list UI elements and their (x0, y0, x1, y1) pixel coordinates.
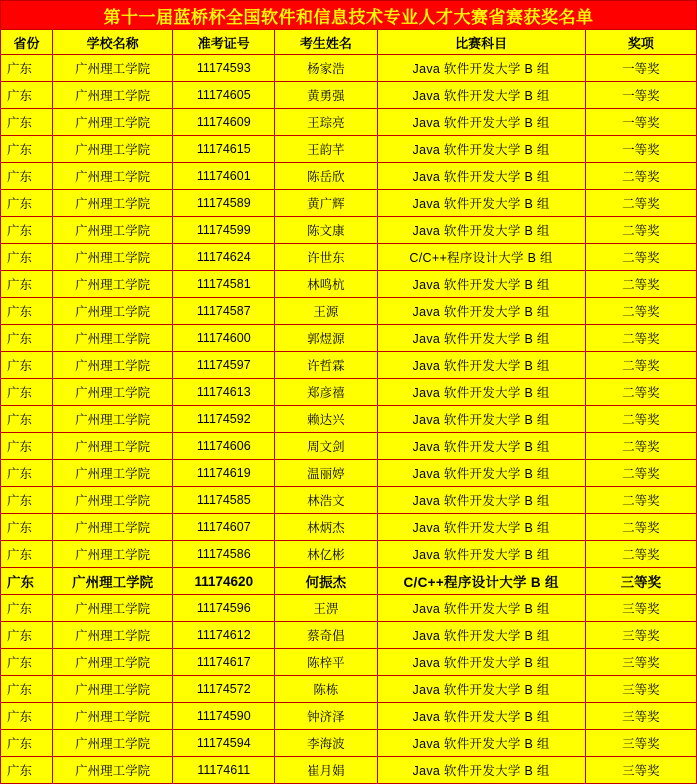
column-header-subject: 比赛科目 (377, 30, 585, 55)
cell-province: 广东 (1, 379, 53, 406)
cell-province: 广东 (1, 730, 53, 757)
cell-ticket-number: 11174609 (173, 109, 275, 136)
table-row (1, 406, 697, 433)
table-header-row (1, 30, 697, 55)
cell-subject: Java 软件开发大学 B 组 (377, 325, 585, 352)
cell-ticket-number: 11174590 (173, 703, 275, 730)
cell-subject: Java 软件开发大学 B 组 (377, 757, 585, 784)
cell-school: 广州理工学院 (53, 163, 173, 190)
cell-school: 广州理工学院 (53, 82, 173, 109)
cell-ticket-number: 11174607 (173, 514, 275, 541)
cell-school: 广州理工学院 (53, 136, 173, 163)
cell-ticket-number: 11174613 (173, 379, 275, 406)
cell-province: 广东 (1, 487, 53, 514)
cell-province: 广东 (1, 109, 53, 136)
cell-province: 广东 (1, 82, 53, 109)
cell-province: 广东 (1, 325, 53, 352)
cell-ticket-number: 11174596 (173, 595, 275, 622)
cell-school: 广州理工学院 (53, 676, 173, 703)
cell-province: 广东 (1, 676, 53, 703)
cell-award: 二等奖 (585, 433, 696, 460)
cell-school: 广州理工学院 (53, 244, 173, 271)
cell-school: 广州理工学院 (53, 109, 173, 136)
cell-student-name: 蔡奇倡 (275, 622, 377, 649)
table-row (1, 622, 697, 649)
cell-award: 二等奖 (585, 487, 696, 514)
cell-subject: C/C++程序设计大学 B 组 (377, 244, 585, 271)
table-row (1, 541, 697, 568)
cell-student-name: 黄广辉 (275, 190, 377, 217)
cell-award: 三等奖 (585, 622, 696, 649)
cell-province: 广东 (1, 271, 53, 298)
cell-ticket-number: 11174620 (173, 568, 275, 595)
cell-province: 广东 (1, 757, 53, 784)
cell-subject: Java 软件开发大学 B 组 (377, 514, 585, 541)
cell-student-name: 何振杰 (275, 568, 377, 595)
cell-subject: Java 软件开发大学 B 组 (377, 163, 585, 190)
cell-school: 广州理工学院 (53, 514, 173, 541)
cell-ticket-number: 11174587 (173, 298, 275, 325)
cell-award: 二等奖 (585, 271, 696, 298)
cell-subject: Java 软件开发大学 B 组 (377, 676, 585, 703)
cell-award: 二等奖 (585, 217, 696, 244)
table-row (1, 325, 697, 352)
cell-award: 三等奖 (585, 649, 696, 676)
table-row (1, 271, 697, 298)
cell-province: 广东 (1, 55, 53, 82)
cell-subject: Java 软件开发大学 B 组 (377, 217, 585, 244)
cell-province: 广东 (1, 136, 53, 163)
cell-subject: Java 软件开发大学 B 组 (377, 433, 585, 460)
cell-subject: Java 软件开发大学 B 组 (377, 109, 585, 136)
table-row (1, 595, 697, 622)
cell-award: 二等奖 (585, 514, 696, 541)
cell-student-name: 王琮亮 (275, 109, 377, 136)
cell-student-name: 杨家浩 (275, 55, 377, 82)
cell-province: 广东 (1, 595, 53, 622)
table-row (1, 55, 697, 82)
cell-province: 广东 (1, 514, 53, 541)
table-body (1, 1, 697, 784)
cell-student-name: 林炳杰 (275, 514, 377, 541)
cell-province: 广东 (1, 460, 53, 487)
cell-province: 广东 (1, 406, 53, 433)
table-row (1, 433, 697, 460)
cell-school: 广州理工学院 (53, 703, 173, 730)
cell-province: 广东 (1, 298, 53, 325)
cell-subject: Java 软件开发大学 B 组 (377, 379, 585, 406)
cell-student-name: 许哲霖 (275, 352, 377, 379)
cell-ticket-number: 11174601 (173, 163, 275, 190)
cell-ticket-number: 11174624 (173, 244, 275, 271)
cell-award: 二等奖 (585, 352, 696, 379)
table-row (1, 730, 697, 757)
table-row (1, 568, 697, 595)
cell-student-name: 王韵芊 (275, 136, 377, 163)
cell-subject: Java 软件开发大学 B 组 (377, 703, 585, 730)
cell-ticket-number: 11174612 (173, 622, 275, 649)
cell-province: 广东 (1, 244, 53, 271)
cell-school: 广州理工学院 (53, 433, 173, 460)
cell-subject: Java 软件开发大学 B 组 (377, 487, 585, 514)
cell-award: 二等奖 (585, 379, 696, 406)
table-row (1, 82, 697, 109)
cell-student-name: 陈岳欣 (275, 163, 377, 190)
cell-school: 广州理工学院 (53, 217, 173, 244)
cell-school: 广州理工学院 (53, 649, 173, 676)
cell-school: 广州理工学院 (53, 406, 173, 433)
cell-province: 广东 (1, 433, 53, 460)
cell-school: 广州理工学院 (53, 487, 173, 514)
title-row (1, 1, 697, 30)
cell-ticket-number: 11174611 (173, 757, 275, 784)
cell-student-name: 赖达兴 (275, 406, 377, 433)
cell-ticket-number: 11174615 (173, 136, 275, 163)
cell-school: 广州理工学院 (53, 55, 173, 82)
cell-award: 三等奖 (585, 568, 696, 595)
cell-award: 二等奖 (585, 163, 696, 190)
cell-subject: Java 软件开发大学 B 组 (377, 190, 585, 217)
cell-province: 广东 (1, 622, 53, 649)
cell-award: 二等奖 (585, 325, 696, 352)
cell-school: 广州理工学院 (53, 622, 173, 649)
cell-award: 二等奖 (585, 298, 696, 325)
table-row (1, 190, 697, 217)
column-header-school: 学校名称 (53, 30, 173, 55)
table-row (1, 109, 697, 136)
cell-award: 三等奖 (585, 595, 696, 622)
cell-subject: Java 软件开发大学 B 组 (377, 460, 585, 487)
cell-student-name: 周文剑 (275, 433, 377, 460)
table-row (1, 244, 697, 271)
cell-student-name: 陈栋 (275, 676, 377, 703)
cell-subject: Java 软件开发大学 B 组 (377, 271, 585, 298)
cell-subject: Java 软件开发大学 B 组 (377, 730, 585, 757)
cell-school: 广州理工学院 (53, 298, 173, 325)
cell-award: 一等奖 (585, 109, 696, 136)
cell-subject: Java 软件开发大学 B 组 (377, 55, 585, 82)
cell-award: 三等奖 (585, 703, 696, 730)
cell-student-name: 崔月娟 (275, 757, 377, 784)
cell-award: 二等奖 (585, 406, 696, 433)
table-row (1, 703, 697, 730)
table-row (1, 298, 697, 325)
cell-ticket-number: 11174589 (173, 190, 275, 217)
cell-school: 广州理工学院 (53, 190, 173, 217)
cell-subject: C/C++程序设计大学 B 组 (377, 568, 585, 595)
cell-school: 广州理工学院 (53, 379, 173, 406)
cell-award: 二等奖 (585, 190, 696, 217)
cell-province: 广东 (1, 217, 53, 244)
cell-subject: Java 软件开发大学 B 组 (377, 82, 585, 109)
cell-award: 三等奖 (585, 730, 696, 757)
cell-subject: Java 软件开发大学 B 组 (377, 298, 585, 325)
cell-award: 三等奖 (585, 757, 696, 784)
cell-ticket-number: 11174572 (173, 676, 275, 703)
cell-province: 广东 (1, 703, 53, 730)
cell-province: 广东 (1, 352, 53, 379)
cell-school: 广州理工学院 (53, 271, 173, 298)
cell-province: 广东 (1, 163, 53, 190)
cell-ticket-number: 11174619 (173, 460, 275, 487)
cell-school: 广州理工学院 (53, 541, 173, 568)
cell-ticket-number: 11174593 (173, 55, 275, 82)
cell-award: 一等奖 (585, 55, 696, 82)
cell-student-name: 郑彦禧 (275, 379, 377, 406)
cell-award: 二等奖 (585, 460, 696, 487)
cell-student-name: 温丽婷 (275, 460, 377, 487)
cell-ticket-number: 11174599 (173, 217, 275, 244)
cell-province: 广东 (1, 568, 53, 595)
cell-subject: Java 软件开发大学 B 组 (377, 622, 585, 649)
cell-school: 广州理工学院 (53, 757, 173, 784)
column-header-award: 奖项 (585, 30, 696, 55)
cell-school: 广州理工学院 (53, 460, 173, 487)
cell-student-name: 钟济泽 (275, 703, 377, 730)
cell-school: 广州理工学院 (53, 325, 173, 352)
table-row (1, 352, 697, 379)
cell-student-name: 陈文康 (275, 217, 377, 244)
cell-student-name: 林鸣杭 (275, 271, 377, 298)
cell-ticket-number: 11174605 (173, 82, 275, 109)
cell-subject: Java 软件开发大学 B 组 (377, 352, 585, 379)
cell-subject: Java 软件开发大学 B 组 (377, 541, 585, 568)
cell-student-name: 林浩文 (275, 487, 377, 514)
column-header-ticket-number: 准考证号 (173, 30, 275, 55)
cell-award: 一等奖 (585, 136, 696, 163)
cell-subject: Java 软件开发大学 B 组 (377, 595, 585, 622)
cell-ticket-number: 11174592 (173, 406, 275, 433)
cell-student-name: 李海波 (275, 730, 377, 757)
cell-award: 二等奖 (585, 541, 696, 568)
column-header-province: 省份 (1, 30, 53, 55)
table-row (1, 487, 697, 514)
cell-province: 广东 (1, 649, 53, 676)
cell-school: 广州理工学院 (53, 352, 173, 379)
cell-ticket-number: 11174597 (173, 352, 275, 379)
cell-ticket-number: 11174594 (173, 730, 275, 757)
table-row (1, 460, 697, 487)
cell-ticket-number: 11174606 (173, 433, 275, 460)
cell-ticket-number: 11174586 (173, 541, 275, 568)
cell-subject: Java 软件开发大学 B 组 (377, 649, 585, 676)
column-header-student-name: 考生姓名 (275, 30, 377, 55)
table-row (1, 757, 697, 784)
cell-school: 广州理工学院 (53, 595, 173, 622)
cell-school: 广州理工学院 (53, 730, 173, 757)
table-row (1, 136, 697, 163)
cell-award: 三等奖 (585, 676, 696, 703)
cell-student-name: 黄勇强 (275, 82, 377, 109)
cell-student-name: 王淠 (275, 595, 377, 622)
table-row (1, 676, 697, 703)
cell-award: 二等奖 (585, 244, 696, 271)
cell-student-name: 王源 (275, 298, 377, 325)
cell-ticket-number: 11174617 (173, 649, 275, 676)
cell-student-name: 许世东 (275, 244, 377, 271)
cell-student-name: 郭煜源 (275, 325, 377, 352)
cell-subject: Java 软件开发大学 B 组 (377, 136, 585, 163)
table-row (1, 163, 697, 190)
cell-province: 广东 (1, 541, 53, 568)
cell-ticket-number: 11174600 (173, 325, 275, 352)
table-row (1, 217, 697, 244)
page-title: 第十一届蓝桥杯全国软件和信息技术专业人才大赛省赛获奖名单 (1, 1, 697, 30)
cell-award: 一等奖 (585, 82, 696, 109)
cell-ticket-number: 11174581 (173, 271, 275, 298)
table-row (1, 379, 697, 406)
cell-school: 广州理工学院 (53, 568, 173, 595)
cell-student-name: 陈梓平 (275, 649, 377, 676)
cell-student-name: 林亿彬 (275, 541, 377, 568)
cell-province: 广东 (1, 190, 53, 217)
cell-ticket-number: 11174585 (173, 487, 275, 514)
table-row (1, 649, 697, 676)
table-row (1, 514, 697, 541)
cell-subject: Java 软件开发大学 B 组 (377, 406, 585, 433)
